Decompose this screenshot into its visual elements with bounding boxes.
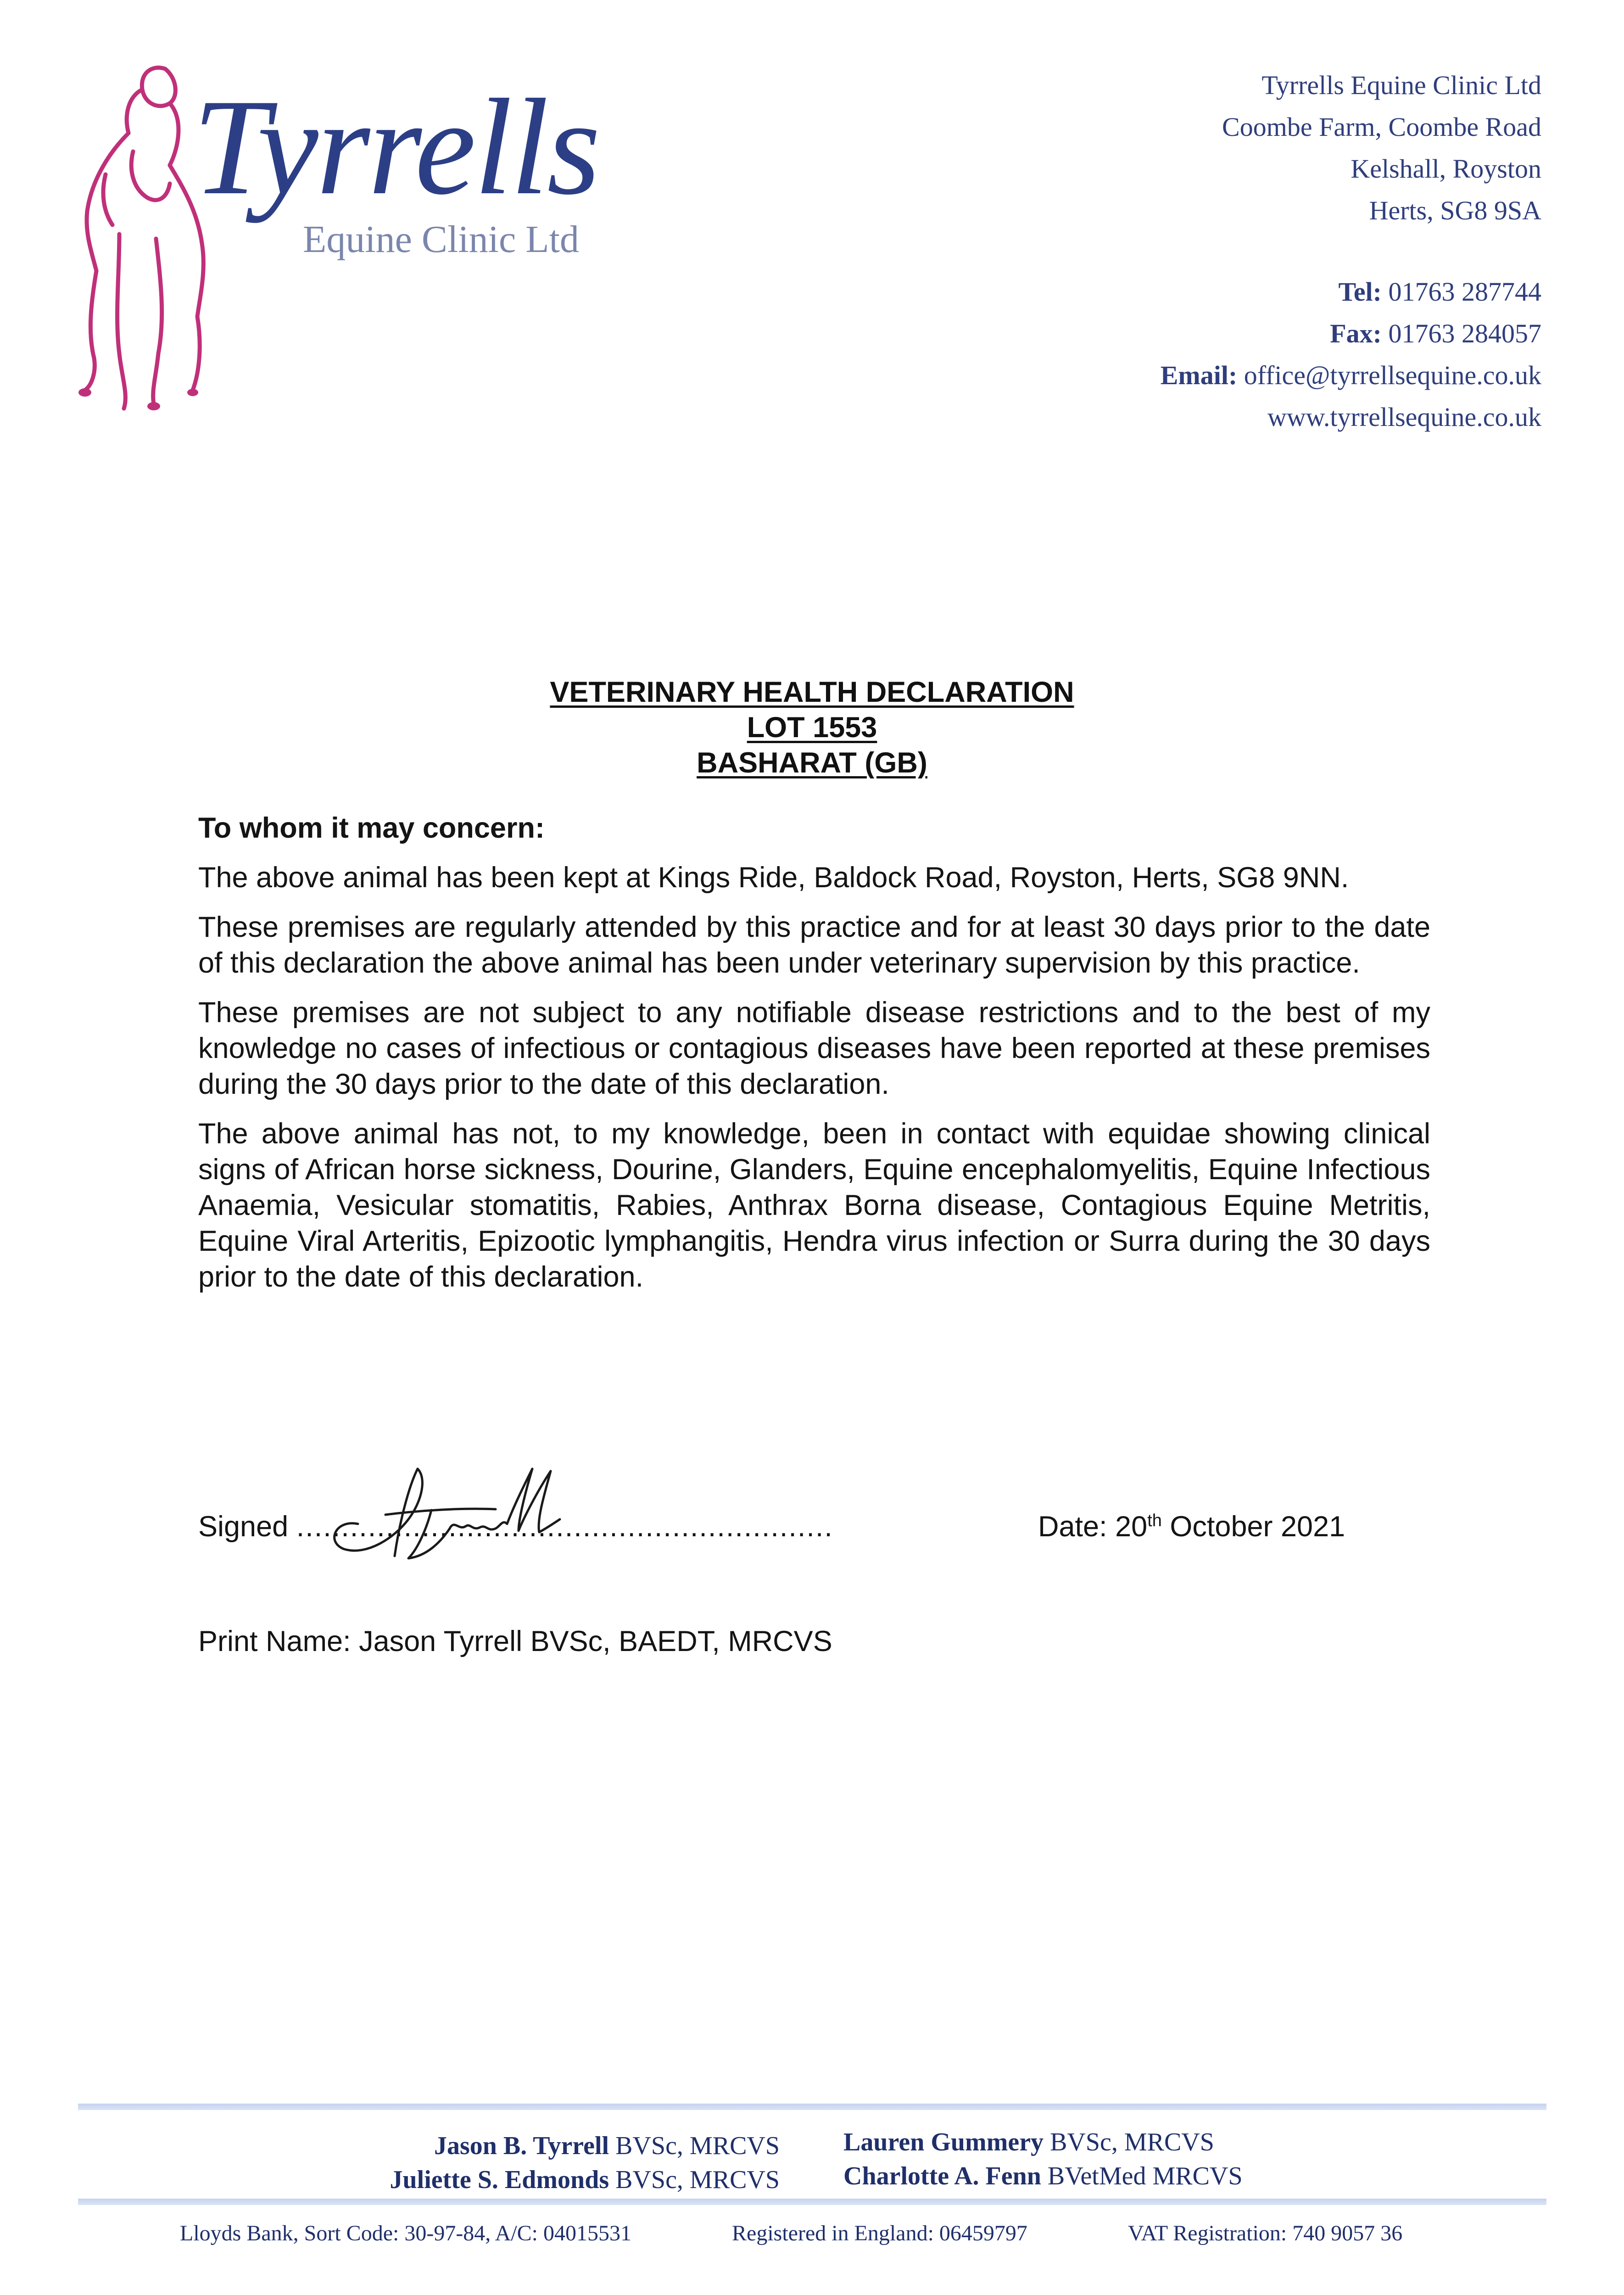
heading-lot: LOT 1553 <box>747 711 877 744</box>
tel-line <box>1161 271 1541 313</box>
print-name: Print Name: Jason Tyrrell BVSc, BAEDT, MRCVS <box>198 1625 832 1657</box>
date-day: 20 <box>1115 1511 1148 1543</box>
date-month-year: October 2021 <box>1170 1511 1345 1543</box>
logo-wordmark: Tyrrells <box>193 71 599 223</box>
clinic-address <box>1222 64 1541 231</box>
tel-label: Tel: <box>1338 277 1382 307</box>
fax-label: Fax: <box>1330 319 1382 348</box>
staff-list-right <box>843 2125 1243 2193</box>
staff-member <box>390 2163 780 2197</box>
footer-divider <box>78 2199 1546 2205</box>
email-line <box>1161 354 1541 396</box>
footer-divider <box>78 2104 1546 2110</box>
handwritten-signature <box>317 1450 638 1570</box>
body-paragraph: The above animal has been kept at Kings Ride, Baldock Road, Royston, Herts, SG8 9NN. <box>198 862 1349 894</box>
declaration-body <box>198 810 1430 1309</box>
body-paragraph: These premises are regularly attended by this practice and for at least 30 days prior to the date of this declaration the above animal has been under veterinary supervision by this practice. <box>198 911 1430 979</box>
address-line: Coombe Farm, Coombe Road <box>1222 112 1541 142</box>
address-line: Herts, SG8 9SA <box>1369 196 1541 225</box>
declaration-date <box>1038 1510 1345 1543</box>
staff-quals: BVSc, MRCVS <box>615 2132 780 2160</box>
staff-member <box>843 2125 1243 2159</box>
date-label: Date: <box>1038 1511 1107 1543</box>
body-paragraph: The above animal has not, to my knowledge, been in contact with equidae showing clinical signs of African horse sickness, Dourine, Glanders, Equine encephalomyelitis, Equine Infectious Anaemia, Vesicular stomatitis, Rabies, Anthrax Borna disease, Contagious Equine Metritis, Equine Viral Arteritis, Epizootic lymphangitis, Hendra virus infection or Surra during the 30 days prior to the date of this declaration. <box>198 1118 1430 1293</box>
email-label: Email: <box>1160 360 1238 390</box>
staff-member <box>843 2159 1243 2193</box>
staff-list-left <box>390 2129 780 2197</box>
staff-name: Lauren Gummery <box>843 2128 1044 2156</box>
clinic-contacts <box>1161 271 1541 438</box>
bank-details: Lloyds Bank, Sort Code: 30-97-84, A/C: 04015531 <box>180 2221 631 2245</box>
vat-registration: VAT Registration: 740 9057 36 <box>1128 2221 1403 2245</box>
horse-logo-icon <box>60 60 216 418</box>
declaration-heading <box>0 675 1624 781</box>
signed-label: Signed <box>198 1511 289 1543</box>
email-link[interactable]: office@tyrrellsequine.co.uk <box>1244 360 1541 390</box>
salutation: To whom it may concern: <box>198 812 545 844</box>
body-paragraph: These premises are not subject to any notifiable disease restrictions and to the best of my knowledge no cases of infectious or contagious diseases have been reported at these premises during the 30 days prior to the date of this declaration. <box>198 996 1430 1100</box>
staff-member <box>390 2129 780 2163</box>
address-line: Tyrrells Equine Clinic Ltd <box>1261 70 1541 100</box>
staff-name: Jason B. Tyrrell <box>434 2132 609 2160</box>
tel-value: 01763 287744 <box>1388 277 1541 307</box>
staff-name: Juliette S. Edmonds <box>390 2166 609 2194</box>
address-line: Kelshall, Royston <box>1351 154 1541 184</box>
website-link[interactable]: www.tyrrellsequine.co.uk <box>1267 402 1541 432</box>
signature-dots: ............................................................ <box>296 1511 833 1543</box>
heading-title: VETERINARY HEALTH DECLARATION <box>550 676 1074 708</box>
fax-value: 01763 284057 <box>1388 319 1541 348</box>
date-suffix: th <box>1147 1511 1162 1530</box>
logo-subtitle: Equine Clinic Ltd <box>303 218 579 261</box>
staff-quals: BVSc, MRCVS <box>615 2166 780 2194</box>
staff-quals: BVetMed MRCVS <box>1047 2162 1243 2190</box>
company-registration: Registered in England: 06459797 <box>732 2221 1027 2245</box>
fax-line <box>1161 313 1541 354</box>
staff-quals: BVSc, MRCVS <box>1050 2128 1214 2156</box>
staff-name: Charlotte A. Fenn <box>843 2162 1041 2190</box>
heading-horse-name: BASHARAT (GB) <box>697 747 927 779</box>
